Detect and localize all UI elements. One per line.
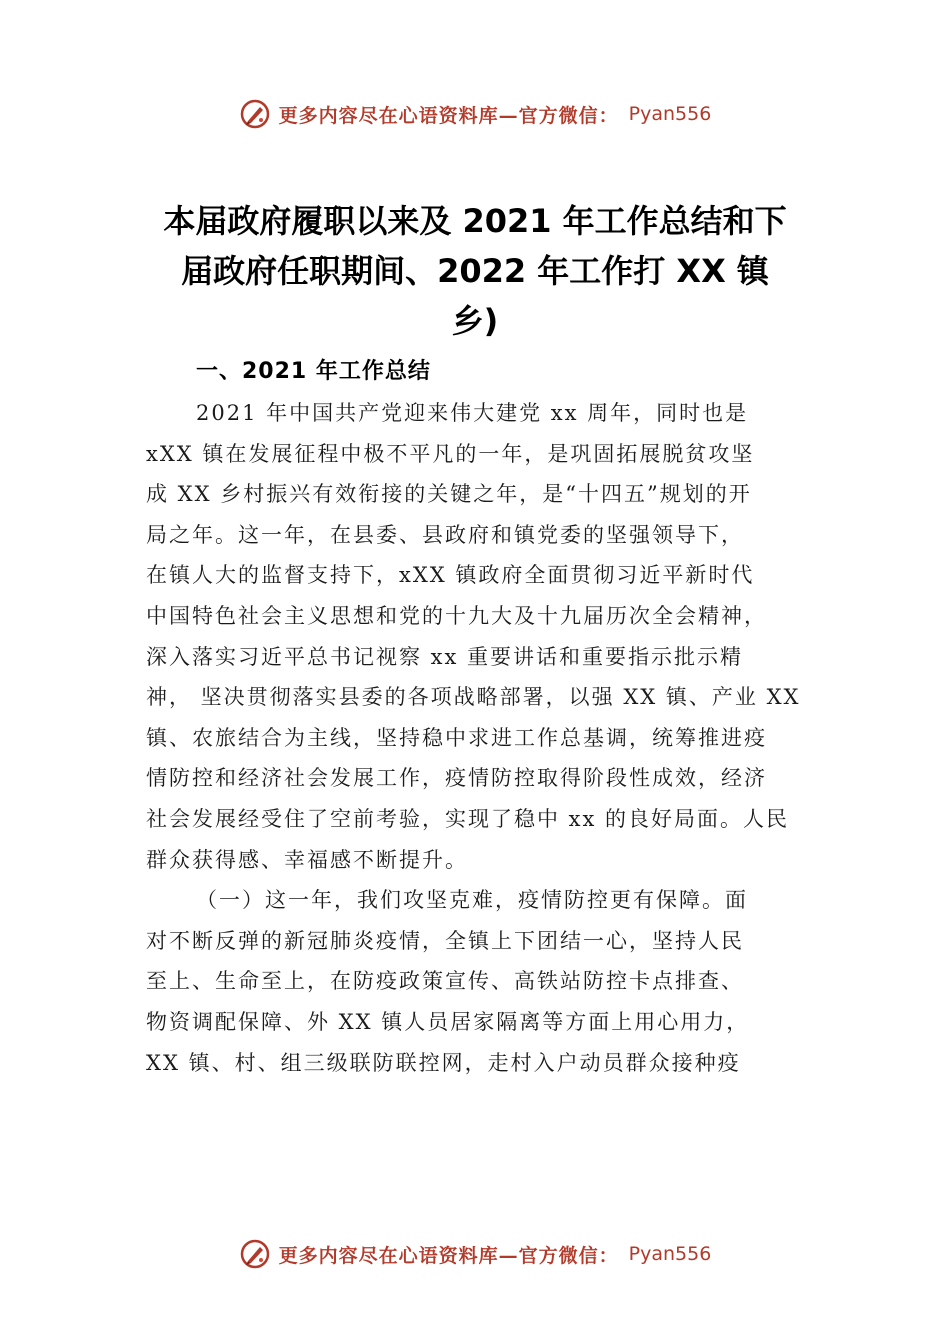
body-line: 神， 坚决贯彻落实县委的各项战略部署，以强 XX 镇、产业 XX [146, 685, 801, 710]
banner-wechat-id: Pyan556 [628, 1243, 712, 1265]
body-line: 情防控和经济社会发展工作，疫情防控取得阶段性成效，经济 [146, 766, 767, 791]
body-line: 镇、农旅结合为主线，坚持稳中求进工作总基调，统筹推进疫 [146, 725, 767, 750]
title-line: 乡) [451, 302, 499, 340]
body-line: 成 XX 乡村振兴有效衔接的关键之年，是“十四五”规划的开 [146, 482, 752, 507]
banner-text: 更多内容尽在心语资料库—官方微信： [278, 104, 619, 127]
body-line: 至上、生命至上，在防疫政策宣传、高铁站防控卡点排查、 [146, 969, 744, 994]
body-line: XX 镇、村、组三级联防联控网，走村入户动员群众接种疫 [146, 1050, 741, 1075]
title-line: 届政府任职期间、2022 年工作打 XX 镇 [181, 252, 769, 290]
body-line: 在镇人大的监督支持下，xXX 镇政府全面贯彻习近平新时代 [146, 563, 755, 588]
body-line: 中国特色社会主义思想和党的十九大及十九届历次全会精神， [146, 603, 767, 628]
section-heading: 一、2021 年工作总结 [196, 359, 431, 384]
body-text [146, 393, 826, 1083]
title-line: 本届政府履职以来及 2021 年工作总结和下 [163, 202, 787, 240]
body-line: 局之年。这一年，在县委、县政府和镇党委的坚强领导下， [146, 522, 744, 547]
banner-wechat-id: Pyan556 [628, 103, 712, 125]
body-line: （一）这一年，我们攻坚克难，疫情防控更有保障。面 [196, 888, 748, 913]
body-line: 社会发展经受住了空前考验，实现了稳中 xx 的良好局面。人民 [146, 806, 790, 831]
body-line: 物资调配保障、外 XX 镇人员居家隔离等方面上用心用力， [146, 1009, 750, 1034]
body-line: 群众获得感、幸福感不断提升。 [146, 847, 468, 872]
body-line: 2021 年中国共产党迎来伟大建党 xx 周年，同时也是 [196, 401, 749, 425]
top-watermark-banner [0, 94, 950, 134]
document-title [120, 196, 830, 346]
pen-circle-logo-icon [239, 98, 271, 130]
body-line: 深入落实习近平总书记视察 xx 重要讲话和重要指示批示精 [146, 644, 744, 669]
banner-text: 更多内容尽在心语资料库—官方微信： [278, 1244, 619, 1267]
bottom-watermark-banner [0, 1234, 950, 1274]
pen-circle-logo-icon [239, 1238, 271, 1270]
body-line: xXX 镇在发展征程中极不平凡的一年，是巩固拓展脱贫攻坚 [146, 441, 755, 466]
body-line: 对不断反弹的新冠肺炎疫情，全镇上下团结一心，坚持人民 [146, 928, 744, 953]
